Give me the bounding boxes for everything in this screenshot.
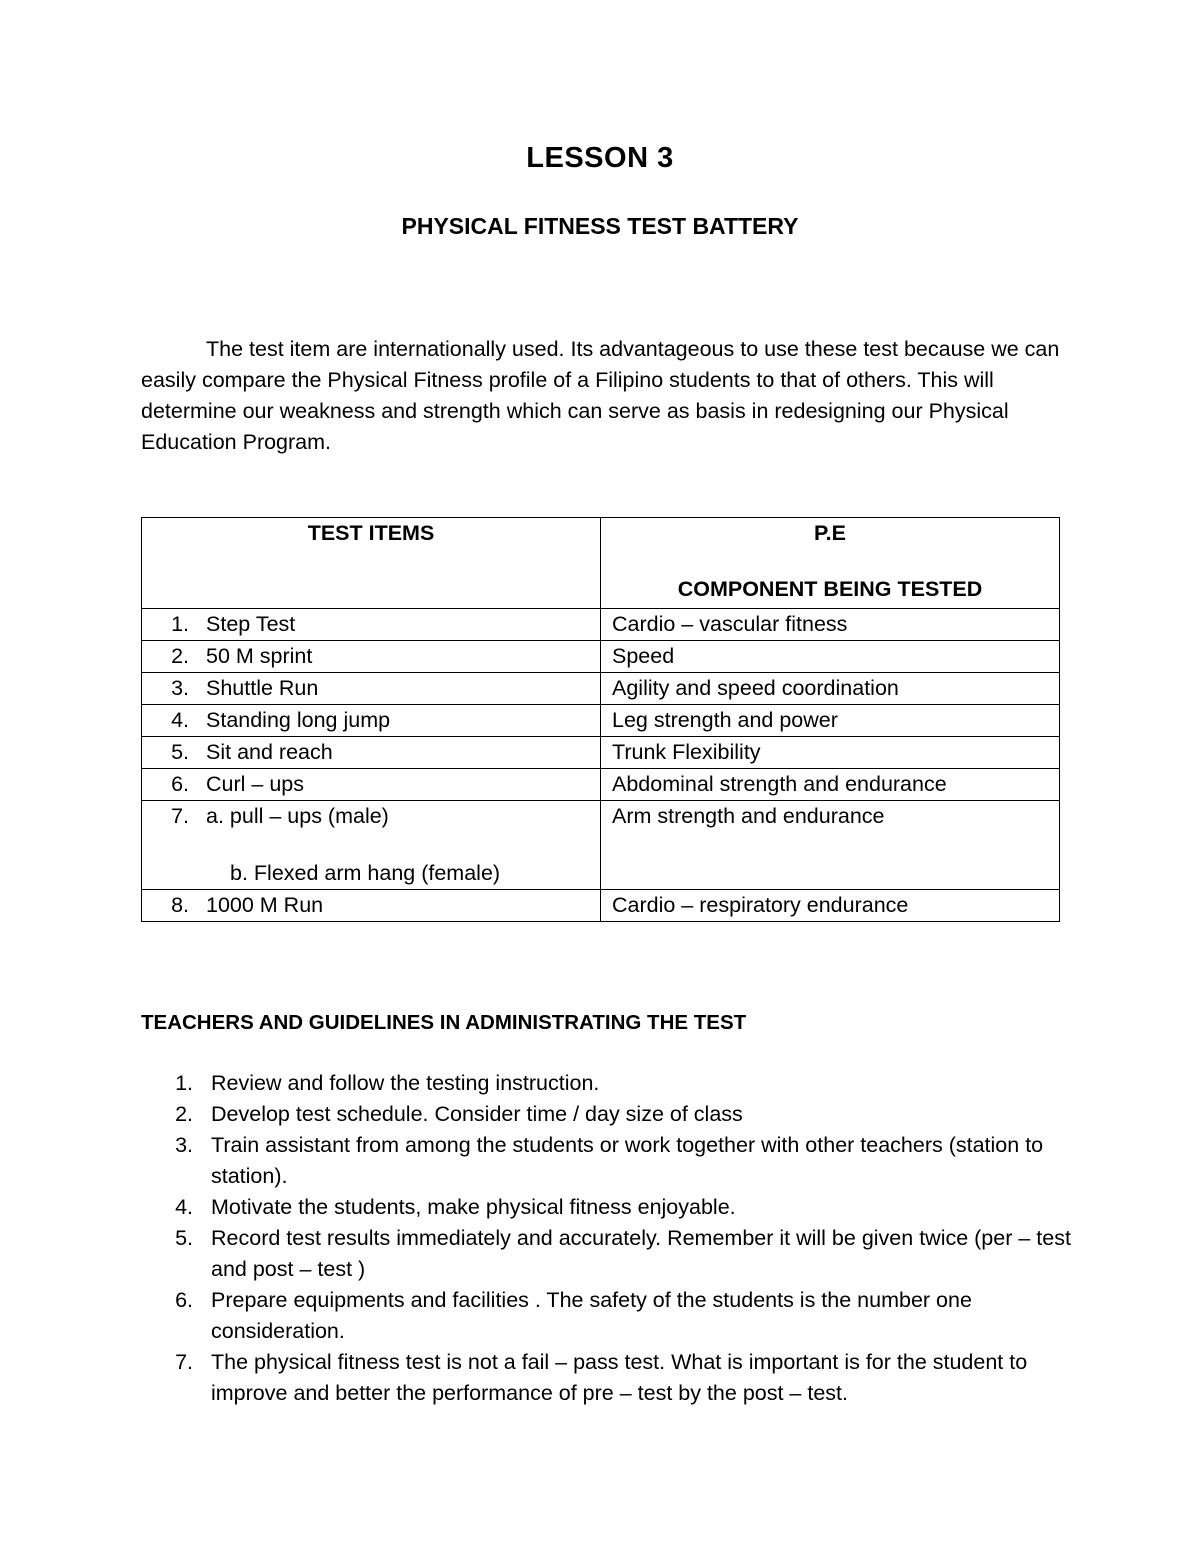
list-item-text: The physical fitness test is not a fail – pass test. What is important is for the student to improve and better the performance of pre – test by the post – test.	[211, 1350, 1028, 1405]
row-number: 1.	[171, 612, 189, 636]
guidelines-heading: TEACHERS AND GUIDELINES IN ADMINISTRATING THE TEST	[141, 1011, 747, 1034]
test-item-name: a. pull – ups (male)	[206, 804, 389, 828]
row-number: 7.	[171, 804, 189, 828]
list-item-number: 3.	[175, 1133, 193, 1157]
header-component	[601, 518, 1060, 609]
test-item-cell	[142, 890, 601, 922]
header-test-items-label: TEST ITEMS	[307, 521, 435, 545]
test-item-name: Curl – ups	[206, 772, 304, 796]
test-item-cell	[142, 673, 601, 705]
list-item	[141, 1068, 1071, 1099]
component-cell: Leg strength and power	[601, 705, 1060, 737]
test-item-name: Shuttle Run	[206, 676, 319, 700]
component-cell: Speed	[601, 641, 1060, 673]
list-item	[141, 1223, 1071, 1285]
row-number: 5.	[171, 740, 189, 764]
list-item-text: Prepare equipments and facilities . The safety of the students is the number one consideration.	[211, 1288, 972, 1343]
header-test-items	[142, 518, 601, 609]
table-row	[142, 705, 1060, 737]
test-item-cell	[142, 705, 601, 737]
list-item-number: 1.	[175, 1071, 193, 1095]
test-item-name: 50 M sprint	[206, 644, 313, 668]
list-item-text: Train assistant from among the students or work together with other teachers (station to station).	[211, 1133, 1044, 1188]
component-cell: Trunk Flexibility	[601, 737, 1060, 769]
list-item	[141, 1099, 1071, 1130]
test-item-cell	[142, 641, 601, 673]
list-item	[141, 1130, 1071, 1192]
test-item-name: Standing long jump	[206, 708, 391, 732]
test-item-name: Sit and reach	[206, 740, 333, 764]
table-header-row	[142, 518, 1060, 609]
page-title: PHYSICAL FITNESS TEST BATTERY	[401, 213, 799, 239]
row-number: 8.	[171, 893, 189, 917]
test-item-name: 1000 M Run	[206, 893, 324, 917]
table-row	[142, 673, 1060, 705]
test-item-cell	[142, 769, 601, 801]
row-number: 3.	[171, 676, 189, 700]
table-row	[142, 641, 1060, 673]
list-item-number: 7.	[175, 1350, 193, 1374]
list-item-text: Review and follow the testing instruction.	[211, 1071, 600, 1095]
table-row	[142, 801, 1060, 890]
row-number: 2.	[171, 644, 189, 668]
header-component-line2: COMPONENT BEING TESTED	[677, 577, 983, 601]
lesson-title: LESSON 3	[526, 142, 674, 174]
test-item-name: Step Test	[206, 612, 296, 636]
list-item-number: 2.	[175, 1102, 193, 1126]
guidelines-list	[141, 1068, 1071, 1409]
test-item-cell	[142, 737, 601, 769]
table-row	[142, 769, 1060, 801]
list-item-number: 4.	[175, 1195, 193, 1219]
list-item-number: 6.	[175, 1288, 193, 1312]
list-item-text: Record test results immediately and accurately. Remember it will be given twice (per – test and post – test )	[211, 1226, 1071, 1281]
table-row	[142, 609, 1060, 641]
component-cell: Cardio – vascular fitness	[601, 609, 1060, 641]
test-item-cell	[142, 609, 601, 641]
list-item	[141, 1192, 1071, 1223]
table-row	[142, 737, 1060, 769]
row-number: 6.	[171, 772, 189, 796]
component-cell: Agility and speed coordination	[601, 673, 1060, 705]
component-cell: Cardio – respiratory endurance	[601, 890, 1060, 922]
list-item	[141, 1285, 1071, 1347]
list-item	[141, 1347, 1071, 1409]
fitness-test-table	[141, 517, 1060, 922]
row-number: 4.	[171, 708, 189, 732]
list-item-number: 5.	[175, 1226, 193, 1250]
component-cell: Abdominal strength and endurance	[601, 769, 1060, 801]
table-row	[142, 890, 1060, 922]
list-item-text: Develop test schedule. Consider time / day size of class	[211, 1102, 743, 1126]
list-item-text: Motivate the students, make physical fitness enjoyable.	[211, 1195, 736, 1219]
header-component-line1: P.E	[814, 521, 846, 545]
test-item-cell	[142, 801, 601, 890]
test-item-alternate: b. Flexed arm hang (female)	[230, 861, 501, 885]
component-cell: Arm strength and endurance	[601, 801, 1060, 890]
intro-paragraph: The test item are internationally used. Its advantageous to use these test because we can easily compare the Physical Fitness profile of a Filipino students to that of others. This will determine our weakness and strength which can serve as basis in redesigning our Physical Education Program.	[141, 337, 1060, 454]
